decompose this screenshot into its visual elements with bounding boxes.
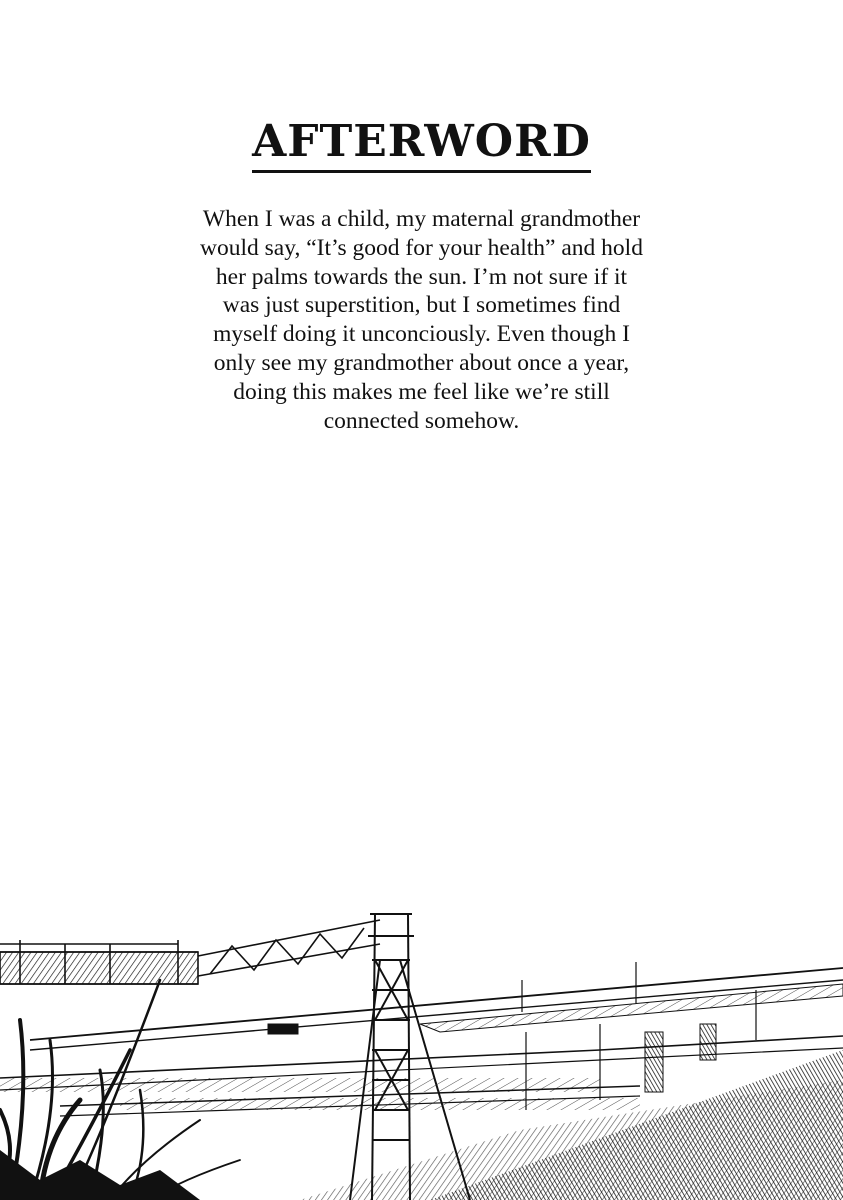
afterword-paragraph (150, 205, 693, 435)
paragraph-line: only see my grandmother about once a year, (213, 349, 630, 376)
paragraph-line: myself doing it unconciously. Even though I (213, 321, 630, 348)
paragraph-line: When I was a child, my maternal grandmother (202, 206, 641, 232)
page-title (0, 112, 843, 173)
paragraph-line: connected somehow. (323, 407, 520, 434)
paragraph-line: doing this makes me feel like we’re still (233, 378, 610, 405)
paragraph-line: was just superstition, but I sometimes find (222, 292, 621, 319)
paragraph-line: would say, “It’s good for your health” and hold (200, 234, 643, 261)
page-title-text: AFTERWORD (252, 116, 591, 173)
crane-boom (0, 920, 380, 984)
paragraph-line: her palms towards the sun. I’m not sure if it (215, 263, 628, 290)
scenery-illustration (0, 900, 843, 1200)
highway-overpass (0, 962, 843, 1116)
